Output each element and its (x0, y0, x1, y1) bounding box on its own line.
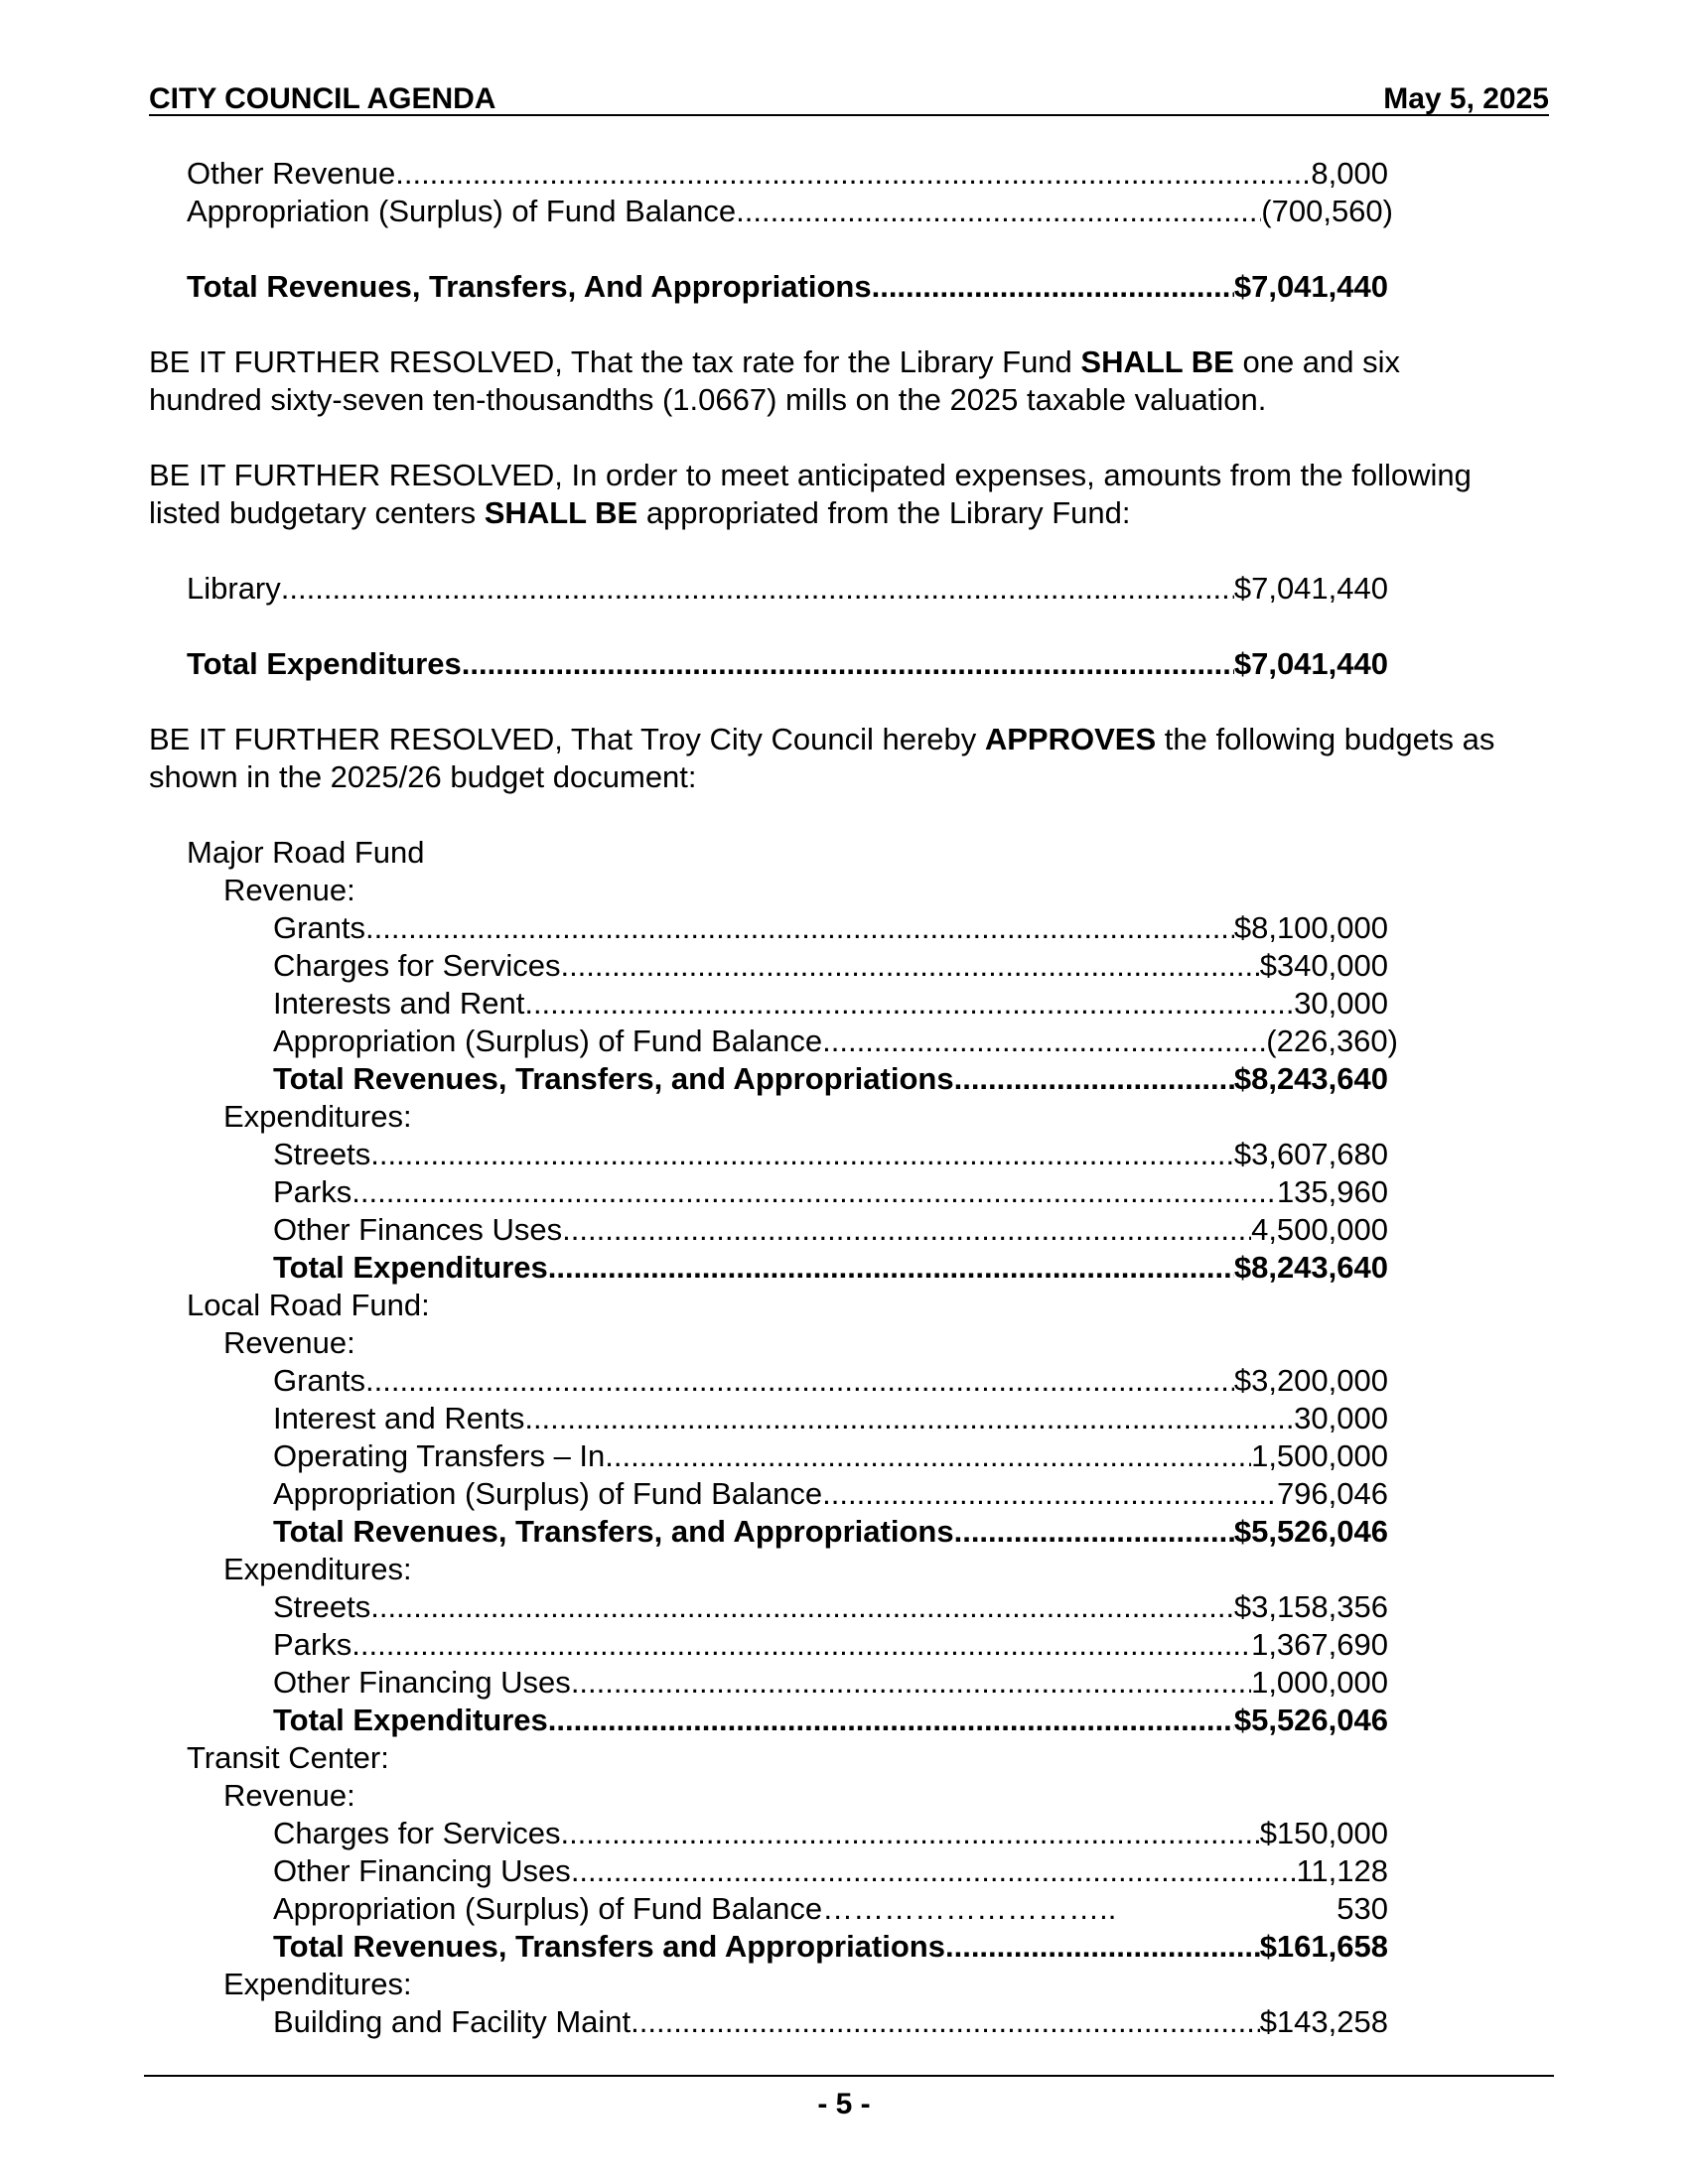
line-library: Library ..... $7,041,440 (187, 570, 1388, 608)
transit-building-maint: Building and Facility Maint ..... $143,258 (273, 2003, 1388, 2041)
major-streets: Streets ..... $3,607,680 (273, 1136, 1388, 1173)
page-number: - 5 - (817, 2088, 871, 2120)
local-parks: Parks ..... 1,367,690 (273, 1626, 1388, 1664)
transit-other-uses: Other Financing Uses ..... 11,128 (273, 1852, 1388, 1890)
major-parks: Parks ..... 135,960 (273, 1173, 1388, 1211)
local-revenue-label: Revenue: (223, 1325, 355, 1360)
footer-rule (144, 2075, 1554, 2077)
major-expenditures-label: Expenditures: (223, 1099, 412, 1134)
major-total-expenditures: Total Expenditures ..... $8,243,640 (273, 1249, 1388, 1287)
page-content (149, 155, 1559, 2041)
header-rule (149, 114, 1549, 116)
resolution-approves: BE IT FURTHER RESOLVED, That Troy City Council hereby APPROVES the following budgets as shown in the 2025/26 budget document: (149, 722, 1495, 794)
major-road-fund-title: Major Road Fund (187, 835, 425, 870)
local-transfers: Operating Transfers – In ..... 1,500,000 (273, 1437, 1388, 1475)
resolution-tax-rate: BE IT FURTHER RESOLVED, That the tax rate for the Library Fund SHALL BE one and six hundred sixty-seven ten-thousandths (1.0667) mills on the 2025 taxable valuation. (149, 344, 1401, 417)
line-total-expenditures-library: Total Expenditures ..... $7,041,440 (187, 645, 1388, 683)
transit-total-revenues: Total Revenues, Transfers and Appropriations ..... $161,658 (273, 1928, 1388, 1966)
header-title: CITY COUNCIL AGENDA (149, 82, 496, 115)
local-total-revenues: Total Revenues, Transfers, and Appropriations ..... $5,526,046 (273, 1513, 1388, 1551)
resolution-appropriation: BE IT FURTHER RESOLVED, In order to meet anticipated expenses, amounts from the following listed budgetary centers SHALL BE appropriated from the Library Fund: (149, 458, 1472, 530)
local-grants: Grants ..... $3,200,000 (273, 1362, 1388, 1400)
major-grants: Grants ..... $8,100,000 (273, 909, 1388, 947)
transit-revenue-label: Revenue: (223, 1778, 355, 1813)
major-appropriation: Appropriation (Surplus) of Fund Balance ..... (226,360) (273, 1023, 1398, 1060)
local-streets: Streets ..... $3,158,356 (273, 1588, 1388, 1626)
transit-expenditures-label: Expenditures: (223, 1967, 412, 2001)
transit-center-title: Transit Center: (187, 1740, 389, 1775)
local-road-fund-title: Local Road Fund: (187, 1288, 430, 1322)
line-other-revenue: Other Revenue ..... 8,000 (187, 155, 1388, 193)
header-date: May 5, 2025 (1383, 82, 1549, 115)
major-revenue-label: Revenue: (223, 873, 355, 907)
major-total-revenues: Total Revenues, Transfers, and Appropriations ..... $8,243,640 (273, 1060, 1388, 1098)
line-total-revenues-library: Total Revenues, Transfers, And Appropriations ..... $7,041,440 (187, 268, 1388, 306)
local-other-uses: Other Financing Uses ..... 1,000,000 (273, 1664, 1388, 1702)
local-interest: Interest and Rents ..... 30,000 (273, 1400, 1388, 1437)
major-other-uses: Other Finances Uses ..... 4,500,000 (273, 1211, 1388, 1249)
transit-charges: Charges for Services ..... $150,000 (273, 1815, 1388, 1852)
local-expenditures-label: Expenditures: (223, 1552, 412, 1586)
line-appropriation-library: Appropriation (Surplus) of Fund Balance ..... (700,560) (187, 193, 1393, 230)
major-charges: Charges for Services ..... $340,000 (273, 947, 1388, 985)
page-header (149, 79, 1549, 119)
local-total-expenditures: Total Expenditures ..... $5,526,046 (273, 1702, 1388, 1739)
transit-appropriation: Appropriation (Surplus) of Fund Balance……………………….. 530 (273, 1891, 1388, 1926)
major-interests: Interests and Rent ..... 30,000 (273, 985, 1388, 1023)
local-appropriation: Appropriation (Surplus) of Fund Balance ..... 796,046 (273, 1475, 1388, 1513)
